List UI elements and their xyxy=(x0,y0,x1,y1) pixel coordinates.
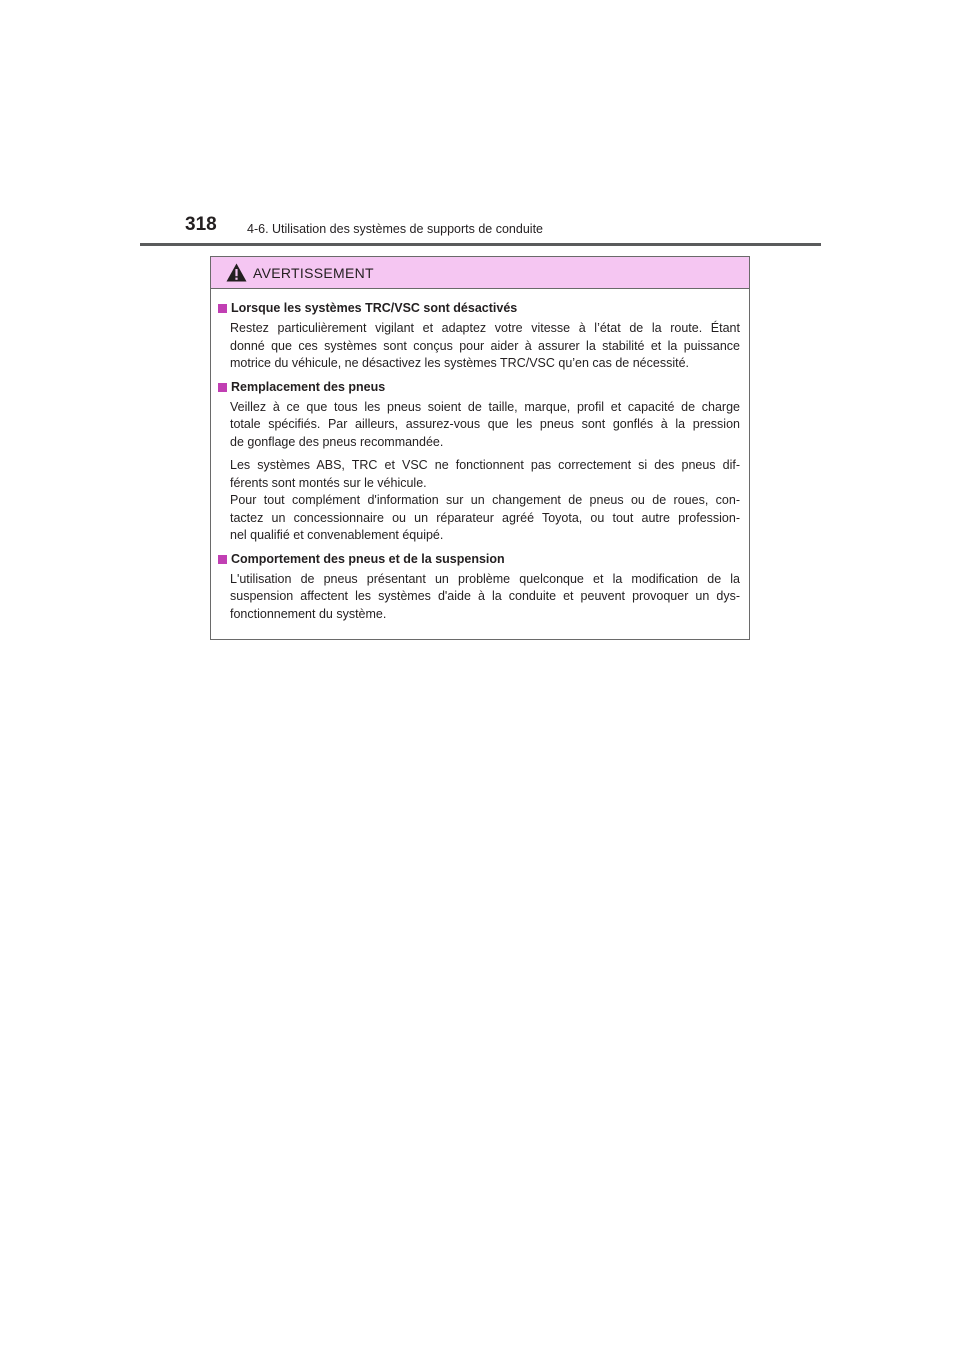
warning-box xyxy=(210,256,750,640)
subheading-text: Lorsque les systèmes TRC/VSC sont désactivés xyxy=(231,301,518,315)
warning-header xyxy=(211,257,749,289)
warning-paragraph xyxy=(218,457,740,545)
page-number: 318 xyxy=(185,214,217,235)
warning-body xyxy=(211,289,749,623)
subheading-text: Comportement des pneus et de la suspension xyxy=(231,551,505,566)
paragraph-line: nel qualifié et convenablement équipé. xyxy=(230,528,444,542)
paragraph-line: fonctionnement du système. xyxy=(230,606,387,621)
square-bullet-icon xyxy=(218,304,227,313)
warning-subheading xyxy=(218,551,740,568)
paragraph-line: férents sont montés sur le véhicule. xyxy=(230,475,427,490)
square-bullet-icon xyxy=(218,383,227,392)
section-title: 4-6. Utilisation des systèmes de supports de conduite xyxy=(247,222,543,236)
paragraph-line: de gonflage des pneus recommandée. xyxy=(230,434,444,449)
paragraph-line: totale spécifiés. Par ailleurs, assurez-vous que les pneus sont gonflés à la pression xyxy=(230,417,740,431)
square-bullet-icon xyxy=(218,555,227,564)
page-header xyxy=(140,0,820,250)
warning-paragraph xyxy=(218,320,740,373)
paragraph-line: tactez un concessionnaire ou un réparateur agréé Toyota, ou tout autre profession- xyxy=(230,510,740,525)
paragraph-line: motrice du véhicule, ne désactivez les systèmes TRC/VSC qu’en cas de nécessité. xyxy=(230,356,690,370)
paragraph-line: Restez particulièrement vigilant et adaptez votre vitesse à l’état de la route. Étant xyxy=(230,321,740,335)
header-rule xyxy=(140,243,821,246)
paragraph-line: Les systèmes ABS, TRC et VSC ne fonctionnent pas correctement si des pneus dif- xyxy=(230,458,740,472)
warning-paragraph xyxy=(218,571,740,624)
warning-paragraph xyxy=(218,399,740,452)
warning-title: AVERTISSEMENT xyxy=(253,264,374,281)
warning-subheading xyxy=(218,379,740,396)
warning-triangle-icon xyxy=(226,263,247,282)
warning-subheading xyxy=(218,300,740,317)
subheading-text: Remplacement des pneus xyxy=(231,379,386,394)
paragraph-line: L'utilisation de pneus présentant un problème quelconque et la modification de la xyxy=(230,571,740,586)
paragraph-line: suspension affectent les systèmes d'aide à la conduite et peuvent provoquer un dys- xyxy=(230,589,740,603)
paragraph-line: Veillez à ce que tous les pneus soient de taille, marque, profil et capacité de charge xyxy=(230,399,740,414)
paragraph-line: donné que ces systèmes sont conçus pour aider à assurer la stabilité et la puissance xyxy=(230,338,740,353)
paragraph-line: Pour tout complément d'information sur un changement de pneus ou de roues, con- xyxy=(230,493,740,507)
